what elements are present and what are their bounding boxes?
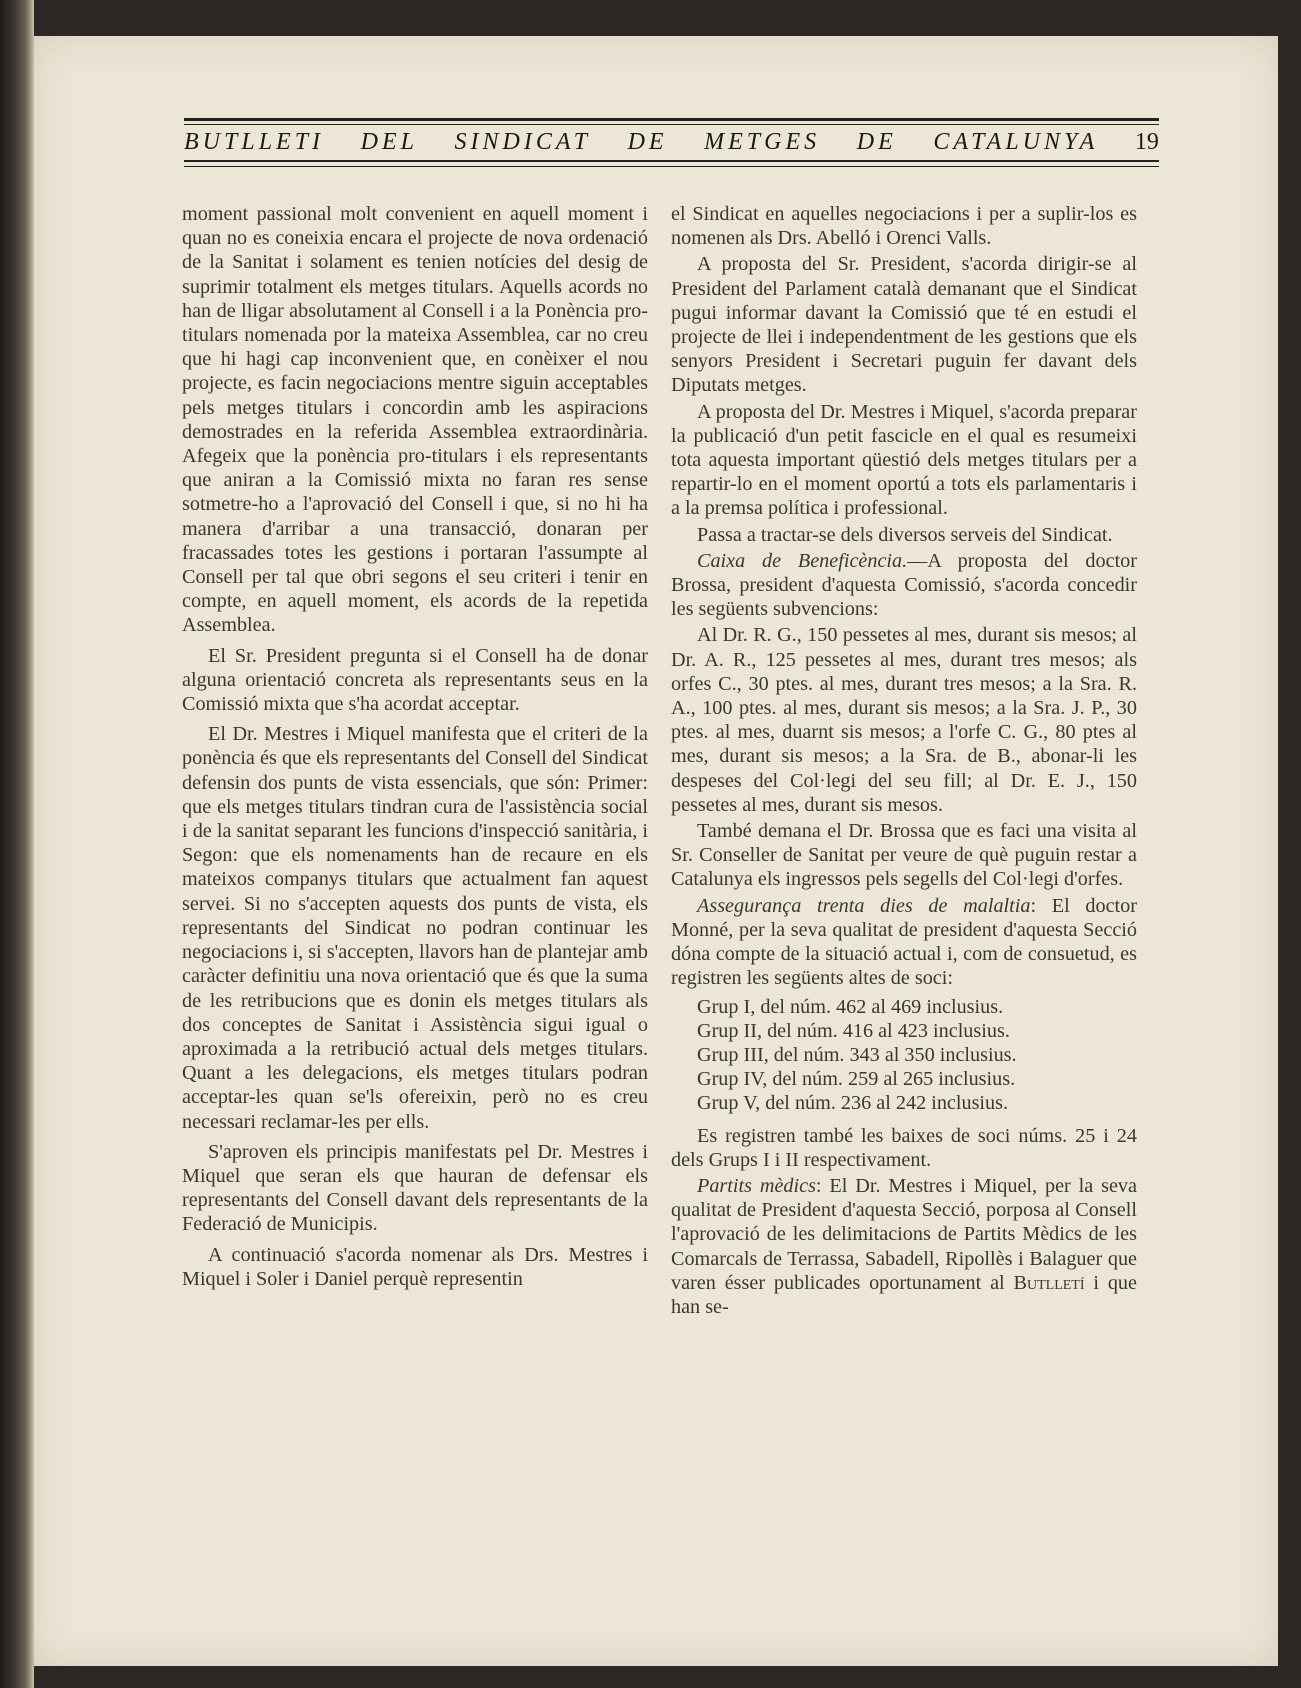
list-item: Grup II, del núm. 416 al 423 inclusius. [697, 1019, 1010, 1042]
running-header [184, 126, 1159, 158]
right-column [671, 202, 1137, 1321]
paragraph-text: i que han se- [671, 1271, 1137, 1318]
list-item: Grup III, del núm. 343 al 350 inclusius. [697, 1043, 1017, 1066]
paragraph: moment passional molt convenient en aquell moment i quan no es coneixia encara el projecte de nova ordenació de la Sanitat i solament es tenien notícies del desig de suprimir totalment els metges titulars. Aquells acords no han de lligar absolutament al Consell i a la Ponència pro-titulars nomenada por la mateixa Assemblea, car no creu que hi hagi cap inconvenient que, en conèixer el nou projecte, es facin negociacions mentre siguin acceptables pels metges titulars i concordin amb les aspiracions demostrades en la referida Assemblea extraordinària. Afegeix que la ponència pro-titulars i els representants que aniran a la Comissió mixta no faran res sense sotmetre-ho a l'aprovació del Consell i que, si no hi ha manera d'arribar a una transacció, donaran per fracassades totes les gestions i portaran l'assumpte al Consell per tal que obri segons el seu criteri i tenir en compte, en aquell moment, els acords de la repetida Assemblea. [182, 203, 648, 637]
list-item: Grup IV, del núm. 259 al 265 inclusius. [697, 1068, 1016, 1091]
header-word: DEL [360, 128, 418, 155]
paragraph: El Sr. President pregunta si el Consell ha de donar alguna orientació concreta als representants seus en la Comissió mixta que s'ha acordat acceptar. [182, 644, 648, 716]
document-page [34, 36, 1278, 1666]
book-spine-shadow [0, 0, 34, 1688]
header-word: CATALUNYA [933, 128, 1099, 155]
paragraph: Al Dr. R. G., 150 pessetes al mes, durant sis mesos; al Dr. A. R., 125 pessetes al mes, durant tres mesos; als orfes C., 30 ptes. al mes, durant tres mesos; a la Sra. R. A., 100 ptes. al mes, durant sis mesos; a la Sra. J. P., 30 ptes. al mes, duarnt sis mesos; a l'orfe C. G., 80 ptes al mes, durant sis mesos; a la Sra. de B., abonar-li les despeses del Col·legi del seu fill; al Dr. E. J., 150 pessetes al mes, durant sis mesos. [671, 624, 1137, 816]
paragraph: També demana el Dr. Brossa que es faci una visita al Sr. Conseller de Sanitat per veure de què puguin restar a Catalunya els ingressos pels segells del Col·legi d'orfes. [671, 820, 1137, 891]
paragraph: Passa a tractar-se dels diversos serveis del Sindicat. [697, 523, 1113, 546]
paragraph: S'aproven els principis manifestats pel Dr. Mestres i Miquel que seran els que hauran de defensar els representants del Consell davant dels representants de la Federació de Municipis. [182, 1140, 648, 1236]
header-rule-top-thin [184, 124, 1159, 125]
header-rule-top [184, 118, 1159, 121]
paragraph-text: —A proposta del doctor Brossa, president d'aquesta Comissió, s'acorda concedir les següents subvencions: [671, 549, 1137, 621]
list-item: Grup V, del núm. 236 al 242 inclusius. [697, 1092, 1009, 1115]
publication-name: Butlletí [1013, 1271, 1085, 1294]
paragraph: Es registren també les baixes de soci núms. 25 i 24 dels Grups I i II respectivament. [671, 1124, 1137, 1171]
list-item: Grup I, del núm. 462 al 469 inclusius. [697, 995, 1004, 1018]
header-word: DE [856, 128, 897, 155]
paragraph: A proposta del Sr. President, s'acorda dirigir-se al President del Parlament català demanant que el Sindicat pugui informar davant la Comissió que té en estudi el projecte de llei i independentment de les gestions que els senyors President i Secretari puguin fer davant dels Diputats metges. [671, 253, 1137, 397]
header-rule-bottom [184, 160, 1159, 162]
paragraph: El Dr. Mestres i Miquel manifesta que el criteri de la ponència és que els representants del Consell del Sindicat defensin dos punts de vista essencials, que són: Primer: que els metges titulars tindran cura de l'assistència social i de la sanitat separant les funcions d'inspecció sanitària, i Segon: que els nomenaments han de recaure en els mateixos companys titulars que actualment fan aquest servei. Si no s'accepten aquests dos punts de vista, els representants del Sindicat no podran continuar les negociacions i, si s'accepten, llavors han de plantejar amb caràcter definitiu una nova orientació que és que la suma de les retribucions que es donin els metges titulars als dos conceptes de Sanitat i Assistència sigui igual o aproximada a la retribució actual dels metges titulars. Quant a les delegacions, els metges titulars podran acceptar-les quan se'ls ofereixin, però no es creu necessari reclamar-les per ells. [182, 723, 648, 1133]
header-word: SINDICAT [454, 128, 591, 155]
paragraph-text: : El Dr. Mestres i Miquel, per la seva qualitat de President d'aquesta Secció, porposa al Consell l'aprovació de les delimitacions de Partits Mèdics de les Comarcals de Terrassa, Sabadell, Ripollès i Balaguer que varen ésser publicades oportunament al [671, 1174, 1137, 1294]
header-word: DE [627, 128, 668, 155]
page-number: 19 [1134, 128, 1159, 155]
section-title: Assegurança trenta dies de malaltia [697, 894, 1031, 917]
paragraph [671, 1174, 1137, 1319]
left-column [182, 202, 648, 1293]
paragraph [671, 894, 1137, 991]
paragraph: el Sindicat en aquelles negociacions i per a suplir-los es nomenen als Drs. Abelló i Orenci Valls. [671, 203, 1137, 250]
paragraph [671, 549, 1137, 622]
header-word: BUTLLETI [184, 128, 325, 155]
section-title: Partits mèdics [697, 1174, 816, 1197]
paragraph: A continuació s'acorda nomenar als Drs. Mestres i Miquel i Soler i Daniel perquè representin [182, 1243, 648, 1290]
paragraph-text: : El doctor Monné, per la seva qualitat de president d'aquesta Secció dóna compte de la situació actual i, com de consuetud, es registren les següents altes de soci: [671, 894, 1137, 990]
group-list [697, 995, 1137, 1116]
paragraph: A proposta del Dr. Mestres i Miquel, s'acorda preparar la publicació d'un petit fascicle en el qual es resumeixi tota aquesta important qüestió dels metges titulars per a repartir-lo en el moment oportú a tots els parlamentaris i a la premsa política i professional. [671, 400, 1137, 520]
section-title: Caixa de Beneficència. [697, 549, 908, 572]
header-word: METGES [704, 128, 821, 155]
header-rule-bottom-thin [184, 166, 1159, 167]
